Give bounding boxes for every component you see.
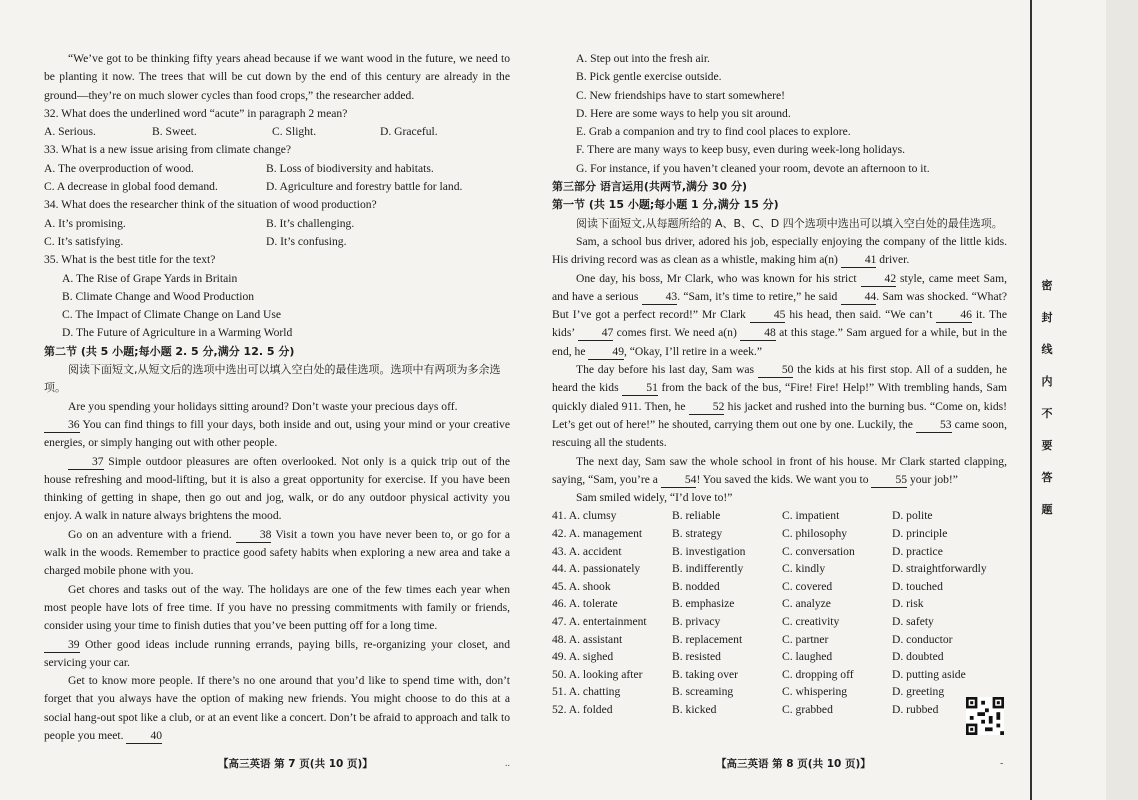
gap-option: B. Pick gentle exercise outside. [576, 70, 722, 84]
blank-43[interactable]: 43 [642, 289, 678, 305]
cloze-paragraph [552, 270, 1007, 361]
choice: 46. A. tolerate [552, 597, 618, 611]
choice: B. reliable [672, 509, 721, 523]
blank-47[interactable]: 47 [578, 325, 614, 341]
blank-51[interactable]: 51 [622, 380, 658, 396]
question-32: 32. What does the underlined word “acute” in paragraph 2 mean? [44, 106, 348, 120]
gap-options [552, 50, 1007, 178]
page-edge [1106, 0, 1138, 800]
text: Go on an adventure with a friend. [68, 527, 232, 541]
text: comes first. We need a(n) [613, 326, 737, 340]
blank-42[interactable]: 42 [861, 271, 897, 287]
choice: C. impatient [782, 509, 840, 523]
option: A. It’s promising. [44, 216, 126, 230]
choice: D. risk [892, 597, 924, 611]
choice: B. resisted [672, 650, 721, 664]
choice: 50. A. looking after [552, 667, 643, 681]
page-footer-left: 【高三英语 第 7 页(共 10 页)】 [218, 758, 373, 770]
blank-53[interactable]: 53 [916, 417, 952, 433]
blank-36[interactable]: 36 [44, 417, 80, 433]
choice: C. laughed [782, 650, 833, 664]
blank-44[interactable]: 44 [841, 289, 877, 305]
text: , “Okay, I’ll retire in a week.” [623, 344, 762, 358]
choice: B. indifferently [672, 562, 744, 576]
text: style, came meet Sam, and have a serious [552, 271, 1007, 303]
question-33: 33. What is a new issue arising from climate change? [44, 143, 292, 157]
text: One day, his boss, Mr Clark, who was known for his strict [576, 271, 857, 285]
text: Sam, a school bus driver, adored his job, especially enjoying the company of the little kids. His driving record was as clean as a whistle, making him a(n) [552, 234, 1007, 267]
choice: 52. A. folded [552, 702, 613, 716]
section-2-title: 第二节 (共 5 小题;每小题 2. 5 分,满分 12. 5 分) [44, 344, 295, 358]
side-char: 内 [1041, 375, 1053, 388]
choice: C. analyze [782, 597, 831, 611]
side-char: 线 [1041, 343, 1053, 356]
gap-option: F. There are many ways to keep busy, even during week-long holidays. [576, 143, 906, 157]
blank-45[interactable]: 45 [750, 307, 786, 323]
right-page [552, 50, 1007, 719]
text: ! You saved the kids. We want you to [696, 472, 869, 486]
gap-option: A. Step out into the fresh air. [576, 52, 710, 65]
choice: 42. A. management [552, 527, 643, 541]
passage-paragraph: “We’ve got to be thinking fifty years ahead because if we want wood in the future, we need to be planting it now. The trees that will be cut down by the end of this century are already in the ground—they’re on much slower cycles than food crops,” the researcher added. [44, 52, 510, 102]
cloze-paragraph [552, 361, 1007, 452]
choice: D. principle [892, 527, 948, 541]
choice: D. straightforwardly [892, 562, 987, 576]
choice: 51. A. chatting [552, 685, 621, 699]
text: his jacket and rushed into the burning bus. “Come on, kids! Let’s get out of here!” he shouted, carrying them out one by one. Luckily, the [552, 399, 1007, 431]
passage-paragraph [44, 453, 510, 526]
gap-option: G. For instance, if you haven’t cleaned your room, devote an afternoon to it. [576, 161, 930, 175]
option: D. The Future of Agriculture in a Warming World [62, 326, 293, 340]
option: D. Agriculture and forestry battle for land. [266, 180, 463, 194]
choice: C. dropping off [782, 667, 854, 681]
side-char: 题 [1041, 503, 1053, 516]
blank-39[interactable]: 39 [44, 637, 80, 653]
choice: B. replacement [672, 632, 743, 646]
blank-40[interactable]: 40 [126, 728, 162, 744]
side-char: 要 [1041, 439, 1053, 452]
choice: D. conductor [892, 632, 953, 646]
choice: B. taking over [672, 667, 739, 681]
choice: C. grabbed [782, 702, 833, 716]
text: . Sam was shocked. “What? But I’ve got a perfect record!” Mr Clark [552, 289, 1007, 322]
binding-line [1030, 0, 1032, 800]
choice: C. whispering [782, 685, 848, 699]
choice: C. conversation [782, 544, 855, 558]
text: driver. [876, 253, 910, 267]
cloze-paragraph [552, 233, 1007, 270]
choice-grid [552, 507, 1007, 718]
option: A. The overproduction of wood. [44, 161, 194, 175]
choice: D. polite [892, 509, 933, 523]
option: C. The Impact of Climate Change on Land Use [62, 308, 282, 322]
choice: C. creativity [782, 614, 840, 628]
side-char: 不 [1041, 407, 1053, 420]
text: the kids at his first stop. All of a sudden, he heard the kids [552, 363, 1008, 395]
blank-38[interactable]: 38 [236, 527, 272, 543]
choice: 48. A. assistant [552, 632, 623, 646]
text: from the back of the bus, “Fire! Fire! Help!” With trembling hands, Sam quickly dialed 911. Then, he [552, 381, 1007, 413]
choice: C. covered [782, 579, 833, 593]
side-char: 答 [1041, 471, 1053, 484]
option: B. Sweet. [152, 125, 197, 139]
option: D. Graceful. [380, 125, 438, 139]
blank-49[interactable]: 49 [588, 344, 624, 360]
option: B. It’s challenging. [266, 216, 355, 230]
option: C. It’s satisfying. [44, 234, 124, 248]
option: C. Slight. [272, 125, 317, 139]
choice: 41. A. clumsy [552, 509, 617, 523]
option: A. The Rise of Grape Yards in Britain [62, 271, 238, 285]
question-34-options-2 [44, 233, 510, 251]
side-char: 密 [1041, 279, 1053, 292]
choice: B. strategy [672, 527, 723, 541]
question-33-options-1 [44, 160, 510, 178]
text: at this stage.” Sam argued for a while, but in the end, he [552, 326, 1008, 358]
passage-paragraph [44, 581, 510, 672]
gap-option: C. New friendships have to start somewhere! [576, 88, 785, 102]
gap-option: E. Grab a companion and try to find cool places to explore. [576, 125, 851, 139]
section-2-instructions: 阅读下面短文,从短文后的选项中选出可以填入空白处的最佳选项。选项中有两项为多余选项。 [44, 363, 501, 395]
text: Other good ideas include running errands, paying bills, re-organizing your closet, and servicing your car. [44, 637, 510, 669]
cloze-paragraph [552, 453, 1007, 490]
choice: 45. A. shook [552, 579, 611, 593]
option: C. A decrease in global food demand. [44, 180, 218, 194]
text: . “Sam, it’s time to retire,” he said [677, 289, 838, 303]
text: Get to know more people. If there’s no one around that you’d like to spend time with, don’t forget that you always have the option of making new friends. You might choose to do this at a social hang-out spot like a club, or at an event like a concert. Don’t be afraid to approach and talk to people you meet. [44, 674, 510, 742]
choice: D. greeting [892, 685, 945, 699]
text: it. The kids’ [552, 308, 1007, 340]
blank-46[interactable]: 46 [936, 307, 972, 323]
choice: 44. A. passionately [552, 562, 641, 576]
choice: B. screaming [672, 685, 734, 699]
text: Are you spending your holidays sitting around? Don’t waste your precious days off. [68, 399, 458, 413]
question-33-options-2 [44, 178, 510, 196]
choice: B. kicked [672, 702, 717, 716]
question-34: 34. What does the researcher think of the situation of wood production? [44, 198, 377, 212]
option: A. Serious. [44, 125, 96, 139]
blank-55[interactable]: 55 [871, 472, 907, 488]
blank-52[interactable]: 52 [689, 399, 725, 415]
blank-41[interactable]: 41 [841, 252, 877, 268]
question-35: 35. What is the best title for the text? [44, 253, 216, 267]
binding-warning [1040, 270, 1054, 526]
qr-code-icon [966, 697, 1004, 735]
choice: D. putting aside [892, 667, 966, 681]
choice: D. rubbed [892, 702, 939, 716]
text: Get chores and tasks out of the way. The holidays are one of the few times each year when most people have lots of free time. If you have no pressing commitments with family or friends, consider using your time to finish duties that you’ve been putting off for a long time. [44, 582, 510, 633]
option: B. Loss of biodiversity and habitats. [266, 161, 434, 175]
question-32-options [44, 123, 510, 141]
text: his head, then said. “We can’t [785, 308, 933, 322]
choice: B. emphasize [672, 597, 735, 611]
choice: D. doubted [892, 650, 944, 664]
choice: C. philosophy [782, 527, 848, 541]
part-3-title: 第三部分 语言运用(共两节,满分 30 分) [552, 180, 748, 194]
text: You can find things to fill your days, both inside and out, using your mind or your creative energies, or simply hanging out with other people. [44, 417, 510, 450]
passage-paragraph [44, 526, 510, 581]
choice: D. practice [892, 544, 943, 558]
option: B. Climate Change and Wood Production [62, 289, 255, 303]
left-page [44, 50, 510, 745]
section-1-instructions: 阅读下面短文,从每题所给的 A、B、C、D 四个选项中选出可以填入空白处的最佳选项。 [576, 216, 1003, 230]
choice: 49. A. sighed [552, 650, 614, 664]
passage-paragraph [44, 672, 510, 745]
section-1-title: 第一节 (共 15 小题;每小题 1 分,满分 15 分) [552, 198, 779, 212]
choice: C. partner [782, 632, 829, 646]
choice: C. kindly [782, 562, 826, 576]
choice: 43. A. accident [552, 544, 622, 558]
dots-decoration: .. [505, 758, 510, 769]
page-footer-right: 【高三英语 第 8 页(共 10 页)】 [716, 758, 871, 770]
text: The day before his last day, Sam was [576, 363, 755, 377]
side-char: 封 [1041, 311, 1053, 324]
text: Simple outdoor pleasures are often overlooked. Not only is a quick trip out of the house refreshing and mood-lifting, but it is also a great opportunity for exercise. If you have been thinking of getting in shape, then go out and jog, walk, or do any outdoor physical activity you enjoy. A walk in nature always brightens the mood. [44, 454, 510, 523]
passage-paragraph [44, 398, 510, 453]
choice: 47. A. entertainment [552, 614, 647, 628]
choice: D. touched [892, 579, 943, 593]
text: Visit a town you have never been to, or go for a walk in the woods. Remember to practice good safety habits when exploring a new area and take a charged mobile phone with you. [44, 527, 510, 578]
choice: D. safety [892, 614, 934, 628]
blank-54[interactable]: 54 [661, 472, 697, 488]
text: came soon, rescuing all the students. [552, 417, 1007, 450]
cloze-paragraph: Sam smiled widely, “I’d love to!” [576, 491, 733, 505]
choice: B. investigation [672, 544, 746, 558]
gap-option: D. Here are some ways to help you sit around. [576, 106, 791, 120]
text: The next day, Sam saw the whole school in front of his house. Mr Clark started clapping, saying, “Sam, you’re a [552, 454, 1007, 486]
question-34-options-1 [44, 215, 510, 233]
blank-37[interactable]: 37 [68, 454, 104, 470]
blank-48[interactable]: 48 [740, 325, 776, 341]
dots-decoration: - [1000, 758, 1004, 769]
option: D. It’s confusing. [266, 234, 347, 248]
blank-50[interactable]: 50 [758, 362, 794, 378]
text: your job!” [907, 472, 958, 486]
choice: B. privacy [672, 614, 721, 628]
choice: B. nodded [672, 579, 720, 593]
